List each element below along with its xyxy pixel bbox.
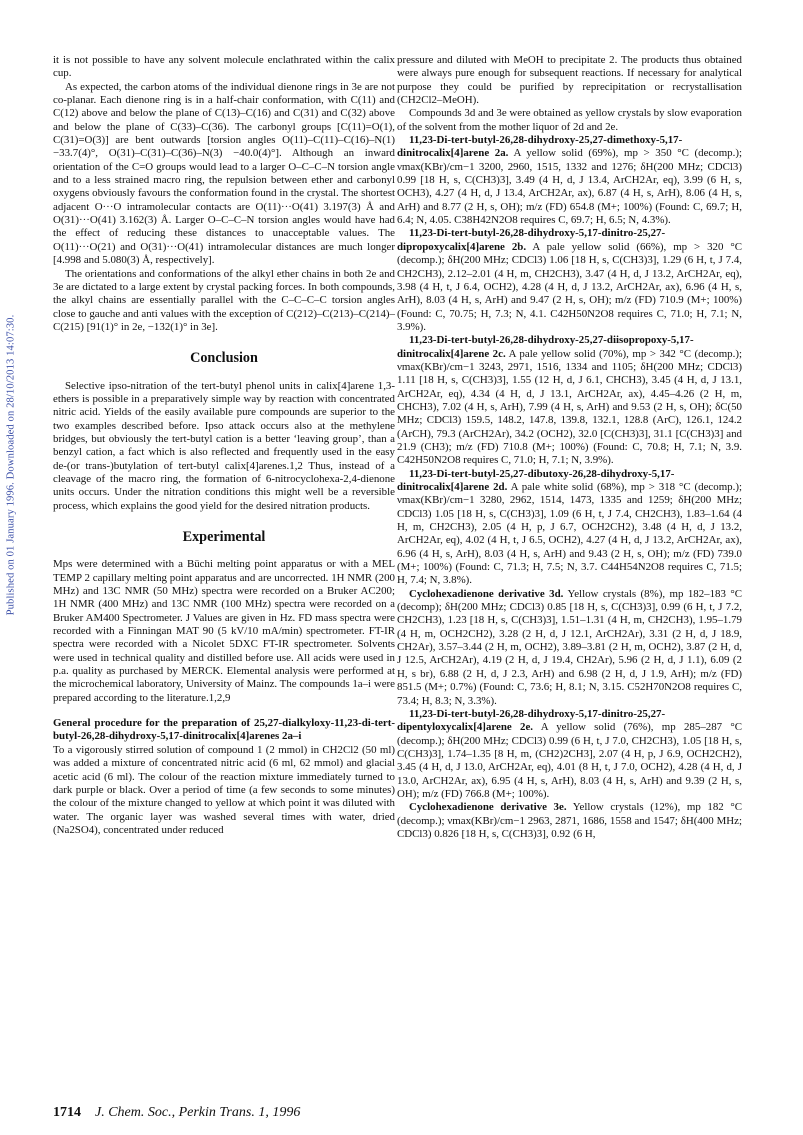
entry-3d-text: Yellow crystals (8%), mp 182–183 °C (decomp); δH(200 MHz; CDCl3) 0.85 [18 H, s, C(CH3)3], 0.99 (6 H, t, J 7.2, CH2CH3), 1.23 [18 H, s, C(CH3)3], 1.51–1.31 (4 H, m, CH2CH3), 1.95–1.79 (4 H, m, OCH2CH2), 3.28 (2 H, d, J 12.1, ArCH2Ar), 3.31 (2 H, d, J 18.9, CH2Ar), 3.57–3.44 (2 H, m, OCH2), 3.89–3.81 (2 H, m, OCH2), 3.87 (2 H, d, J 12.5, ArCH2Ar), 4.19 (2 H, d, J 19.4, CH2Ar), 5.96 (2 H, d, J 1.1), 6.09 (2 H, s br), 6.88 (2 H, d, J 2.3, ArH) and 6.98 (2 H, d, J 1.9, ArH); m/z (FD) 851.5 (M+; 0.7%) (Found: C, 73.6; H, 8.1; N, 3.15. C52H70N2O8 requires C, 73.4; H, 8.3; N, 3.3%).: [397, 587, 743, 707]
paragraph-alkyl-chains: The orientations and conformations of the alkyl ether chains in both 2e and 3e are dictated to a large extent by crystal packing forces. In both compounds, the alkyl chains are essentially parallel with the C–C–C–C torsion angles close to gauche and anti values with the exception of C(212)–C(213)–C(214)–C(215) [91(1)° in 2e, −132(1)° in 3e].: [53, 267, 395, 333]
entry-2b-title: 11,23-Di-tert-butyl-26,28-dihydroxy-5,17-dinitro-25,27-dipropoxycalix[4]arene 2b.: [397, 227, 666, 253]
paragraph-continuation: it is not possible to have any solvent molecule enclathrated within the calix cup.: [53, 54, 395, 80]
entry-2a-title: 11,23-Di-tert-butyl-26,28-dihydroxy-25,27-dimethoxy-5,17-dinitrocalix[4]arene 2a.: [397, 134, 683, 160]
entry-2d: [397, 468, 742, 588]
entry-2e-title: 11,23-Di-tert-butyl-26,28-dihydroxy-5,17-dinitro-25,27-dipentyloxycalix[4]arene 2e.: [397, 707, 666, 734]
entry-3e-title: Cyclohexadienone derivative 3e.: [409, 801, 567, 814]
paragraph-conclusion: Selective ipso-nitration of the tert-butyl phenol units in calix[4]arene 1,3-ethers is possible in a preparatively simple way by reaction with concentrated nitric acid. Yields of the easily available pure compounds are superior to the two examples described before. Ipso attack occurs also at the methylene bridges, but obviously the tert-butyl cation is a better ‘leaving group’, than a benzyl cation, a fact which is also reflected and frequently used in the easy de-(or trans-)butylation of tert-butyl calix[4]arenes.1,2 Thus, instead of a cleavage of the macro ring, the formation of 6-nitrocyclohexa-2,4-dienone units occurs. Under the nitration conditions this might well be a reversible process, which explains the good yield for the desired nitration products.: [53, 379, 395, 512]
paragraph-dienone-rings: As expected, the carbon atoms of the individual dienone rings in 3e are not co-planar. Each dienone ring is in a half-chair conformation, with C(11) and C(12) above and below the plane of C(13)–C(16) and C(31) and C(32) above and below the plane of C(33)–C(36). The carbonyl groups [C(11)=O(1), C(31)=O(3)] are bent outwards [torsion angles O(11)–C(11)–C(16)–N(1) −33.7(4)°, O(31)–C(31)–C(36)–N(3) −40.0(4)°]. Although an inward orientation of the C=O groups would lead to a larger O–C–C–N torsion angle and to a less strained macro ring, the repulsion between ether and carbonyl oxygens obviously favours the conformation found in the crystal. The shortest adjacent O···O intramolecular contacts are O(11)···O(41) 3.197(3) Å and O(31)···O(41) 3.162(3) Å. Larger O–C–C–N torsion angles would have had the effect of reducing these distances to unacceptable values. The O(11)···O(21) and O(31)···O(41) intramolecular distances are much longer [4.998 and 5.080(3) Å, respectively].: [53, 80, 395, 267]
entry-2b-text: A pale yellow solid (66%), mp > 320 °C (decomp.); δH(200 MHz; CDCl3) 1.06 [18 H, s, C(CH3)3], 1.29 (6 H, t, J 7.4, CH2CH3), 2.12–2.01 (4 H, m, CH2CH3), 3.47 (4 H, d, J 13.2, ArCH2Ar, eq), 3.98 (4 H, t, J 6.4, OCH2), 4.28 (4 H, d, J 13.2, ArCH2Ar, ax), 6.96 (4 H, s, ArH), 8.03 (4 H, s, ArH) and 9.47 (2 H, s, OH); m/z (FD) 710.9 (M+; 100%) (Found: C, 70.75; H, 7.3; N, 4.1. C42H50N2O8 requires C, 71.0; H, 7.1; N, 3.9%).: [397, 240, 742, 333]
heading-conclusion: Conclusion: [190, 350, 258, 367]
entry-2c-text: A pale yellow solid (70%), mp > 342 °C (decomp.); νmax(KBr)/cm−1 3243, 2971, 1516, 1334 and 1105; δH(200 MHz; CDCl3) 1.11 [18 H, s, C(CH3)3], 1.55 (12 H, d, J 6.1, CHCH3), 3.45 (4 H, d, J 13.1, ArCH2Ar, eq), 4.34 (4 H, d, J 13.1, ArCH2Ar, ax), 4.45–4.26 (2 H, m, CHCH3), 7.02 (4 H, s, ArH), 7.99 (4 H, s, ArH) and 9.53 (2 H, s, OH); δC(50 MHz; CDCl3) 159.5, 148.2, 147.8, 139.8, 132.1, 128.8 (ArC), 126.1, 124.2 (ArCH), 79.3 (ArCH2Ar), 34.2 (OCH2), 32.0 [C(CH3)3], 31.1 [C(CH3)3] and 21.9 (CH3); m/z (FD) 710.8 (M+; 100%) (Found: C, 70.8; H, 7.1; N, 3.9. C42H50N2O8 requires C, 71.0; H, 7.1; N, 3.9%).: [397, 347, 743, 467]
entry-2e: [397, 708, 742, 801]
entry-3e-text: Yellow crystals (12%), mp 182 °C (decomp.); νmax(KBr)/cm−1 2963, 2871, 1686, 1558 and 1547; δH(400 MHz; CDCl3) 0.826 [18 H, s, C(CH3)3], 0.92 (6 H,: [397, 801, 742, 840]
paragraph-procedure: To a vigorously stirred solution of compound 1 (2 mmol) in CH2Cl2 (50 ml) was added a mixture of concentrated nitric acid (6 ml, 62 mmol) and glacial acetic acid (6 ml). The colour of the reaction mixture immediately turned to dark purple or black. Over a period of time (a few seconds to some minutes) the colour of the mixture changed to yellow at which point it was diluted with water. The organic layer was washed several times with water, dried (Na2SO4), concentrated under reduced: [53, 743, 395, 836]
entry-2a-text: A yellow solid (69%), mp > 350 °C (decomp.); νmax(KBr)/cm−1 3200, 2960, 1515, 1332 and 1276; δH(200 MHz; CDCl3) 0.99 [18 H, s, C(CH3)3], 3.49 (4 H, d, J 13.4, ArCH2Ar, eq), 3.99 (6 H, s, OCH3), 4.27 (4 H, d, J 13.4, ArCH2Ar, ax), 6.87 (4 H, s, ArH), 8.06 (4 H, s, ArH) and 8.77 (2 H, s, OH); m/z (FD) 654.8 (M+; 100%) (Found: C, 69.7; H, 6.4; N, 4.05. C38H42N2O8 requires C, 69.7; H, 6.5; N, 4.3%).: [397, 147, 742, 227]
entry-3d: [397, 588, 742, 708]
paragraph-experimental: Mps were determined with a Büchi melting point apparatus or with a MEL TEMP 2 capillary melting point apparatus and are uncorrected. 1H NMR (200 MHz) and 13C NMR (50 MHz) spectra were recorded on a Bruker AC200; 1H NMR (400 MHz) and 13C NMR (100 MHz) spectra were recorded on a Bruker AM400 Spectrometer. J Values are given in Hz. FD mass spectra were recorded with a Finningan MAT 90 (5 kV/10 mA/min) spectrometer. FT-IR spectra were recorded with a Nicolet 5DXC FT-IR spectrometer. Solvents were used in technical quality and distilled before use. All acids were used in p.a. quality as purchased by MERCK. Elemental analysis were performed at the microchemical laboratory, University of Mainz. The compounds 1a–i were prepared according to the literature.1,2,9: [53, 558, 395, 704]
entry-3d-title: Cyclohexadienone derivative 3d.: [409, 587, 564, 600]
page-footer: [53, 1105, 300, 1121]
heading-experimental: Experimental: [182, 529, 266, 545]
general-procedure-title: General procedure for the preparation of 25,27-dialkyloxy-11,23-di-tert-butyl-26,28-dihydroxy-5,17-dinitrocalix[4]arenes 2a–i: [53, 717, 395, 743]
entry-2e-text: A yellow solid (76%), mp 285–287 °C (decomp.); δH(200 MHz; CDCl3) 0.99 (6 H, t, J 7.0, CH2CH3), 1.05 [18 H, s, C(CH3)3], 1.74–1.35 [8 H, m, (CH2)2CH3], 2.07 (4 H, p, J 6.9, OCH2CH2), 3.45 (4 H, d, J 13.0, ArCH2Ar, eq), 4.01 (8 H, t, J 7.0, OCH2), 4.28 (4 H, d, J 13.0, ArCH2Ar, ax), 6.95 (4 H, s, ArH), 8.03 (4 H, s, ArH) and 9.39 (2 H, s, OH); m/z (FD) 766.8 (M+; 100%).: [397, 721, 742, 800]
paragraph-crystals: Compounds 3d and 3e were obtained as yellow crystals by slow evaporation of the solvent from the mother liquor of 2d and 2e.: [397, 107, 742, 133]
sidebar-text: Published on 01 January 1996. Downloaded on 28/10/2013 14:07:30.: [5, 314, 17, 616]
entry-2a: [397, 134, 742, 227]
publication-sidebar-note: [0, 170, 22, 760]
journal-citation: J. Chem. Soc., Perkin Trans. 1, 1996: [95, 1105, 301, 1120]
entry-2d-text: A pale white solid (68%), mp > 318 °C (decomp.); νmax(KBr)/cm−1 3280, 2962, 1514, 1473, 1335 and 1259; δH(200 MHz; CDCl3) 1.05 [18 H, s, C(CH3)3], 1.09 (6 H, t, J 7.4, CH2CH3), 1.83–1.64 (4 H, m, CH2CH3), 2.05 (4 H, p, J 6.7, OCH2CH2), 3.48 (4 H, d, J 13.2, ArCH2Ar, eq), 4.02 (4 H, t, J 6.5, OCH2), 4.27 (4 H, d, J 13.2, ArCH2Ar, ax), 6.96 (4 H, s, ArH), 8.03 (4 H, s, ArH) and 9.43 (2 H, s, OH); m/z (FD) 739.0 (M+; 100%) (Found: C, 71.3; H, 7.5; N, 3.7. C44H54N2O8 requires C, 71.5; H, 7.4; N, 3.8%).: [397, 481, 742, 587]
entry-2d-title: 11,23-Di-tert-butyl-25,27-dibutoxy-26,28-dihydroxy-5,17-dinitrocalix[4]arene 2d.: [397, 467, 675, 493]
entry-2b: [397, 227, 742, 334]
entry-2c-title: 11,23-Di-tert-butyl-26,28-dihydroxy-25,27-diisopropoxy-5,17-dinitrocalix[4]arene 2c.: [397, 334, 694, 360]
entry-3e: [397, 801, 742, 841]
left-column: [53, 54, 395, 837]
entry-2c: [397, 334, 742, 467]
right-column: [397, 54, 742, 841]
paragraph-procedure-cont: pressure and diluted with MeOH to precipitate 2. The products thus obtained were always pure enough for subsequent reactions. If necessary for analytical purpose they could be purified by reprecipitation or recrystallisation (CH2Cl2–MeOH).: [397, 54, 742, 107]
page-number: 1714: [53, 1105, 81, 1120]
